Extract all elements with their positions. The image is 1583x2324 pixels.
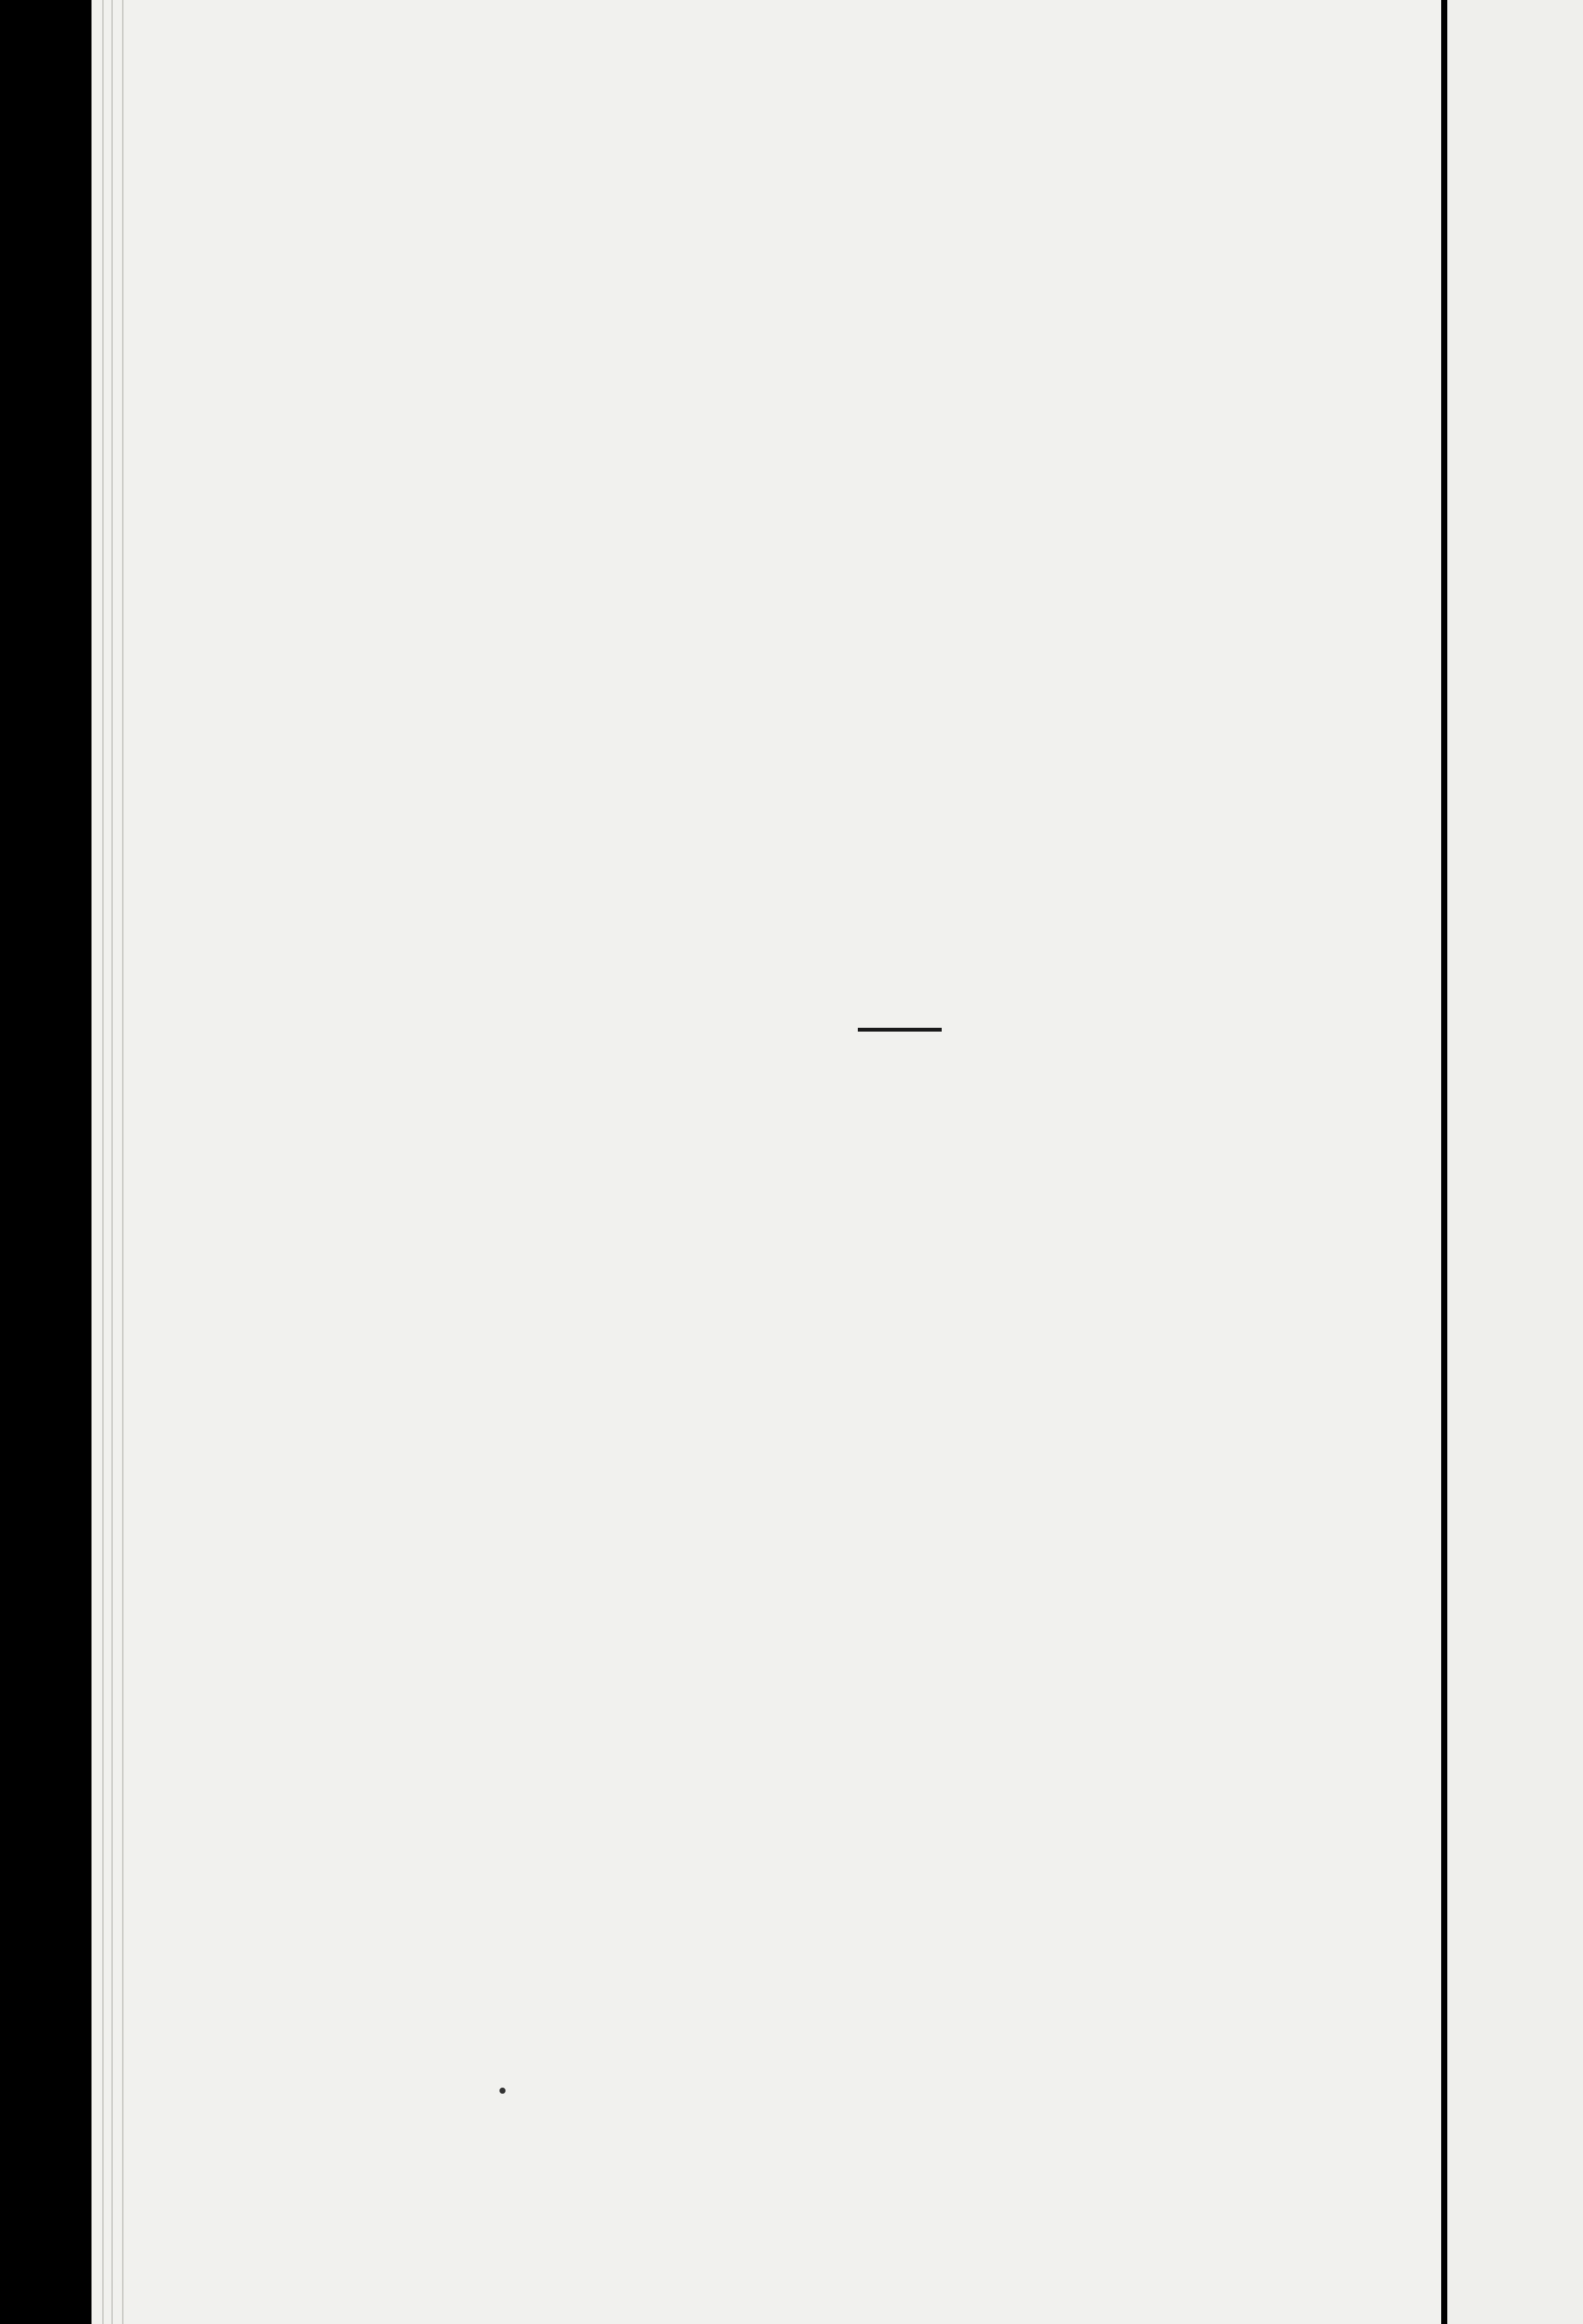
- binding-line: [122, 0, 124, 2324]
- ink-speck: [499, 2088, 506, 2094]
- binding-line: [111, 0, 113, 2324]
- section-divider: [858, 1028, 942, 1032]
- right-page: [1447, 0, 1583, 2324]
- left-page: [92, 0, 1441, 2324]
- binding-line: [102, 0, 104, 2324]
